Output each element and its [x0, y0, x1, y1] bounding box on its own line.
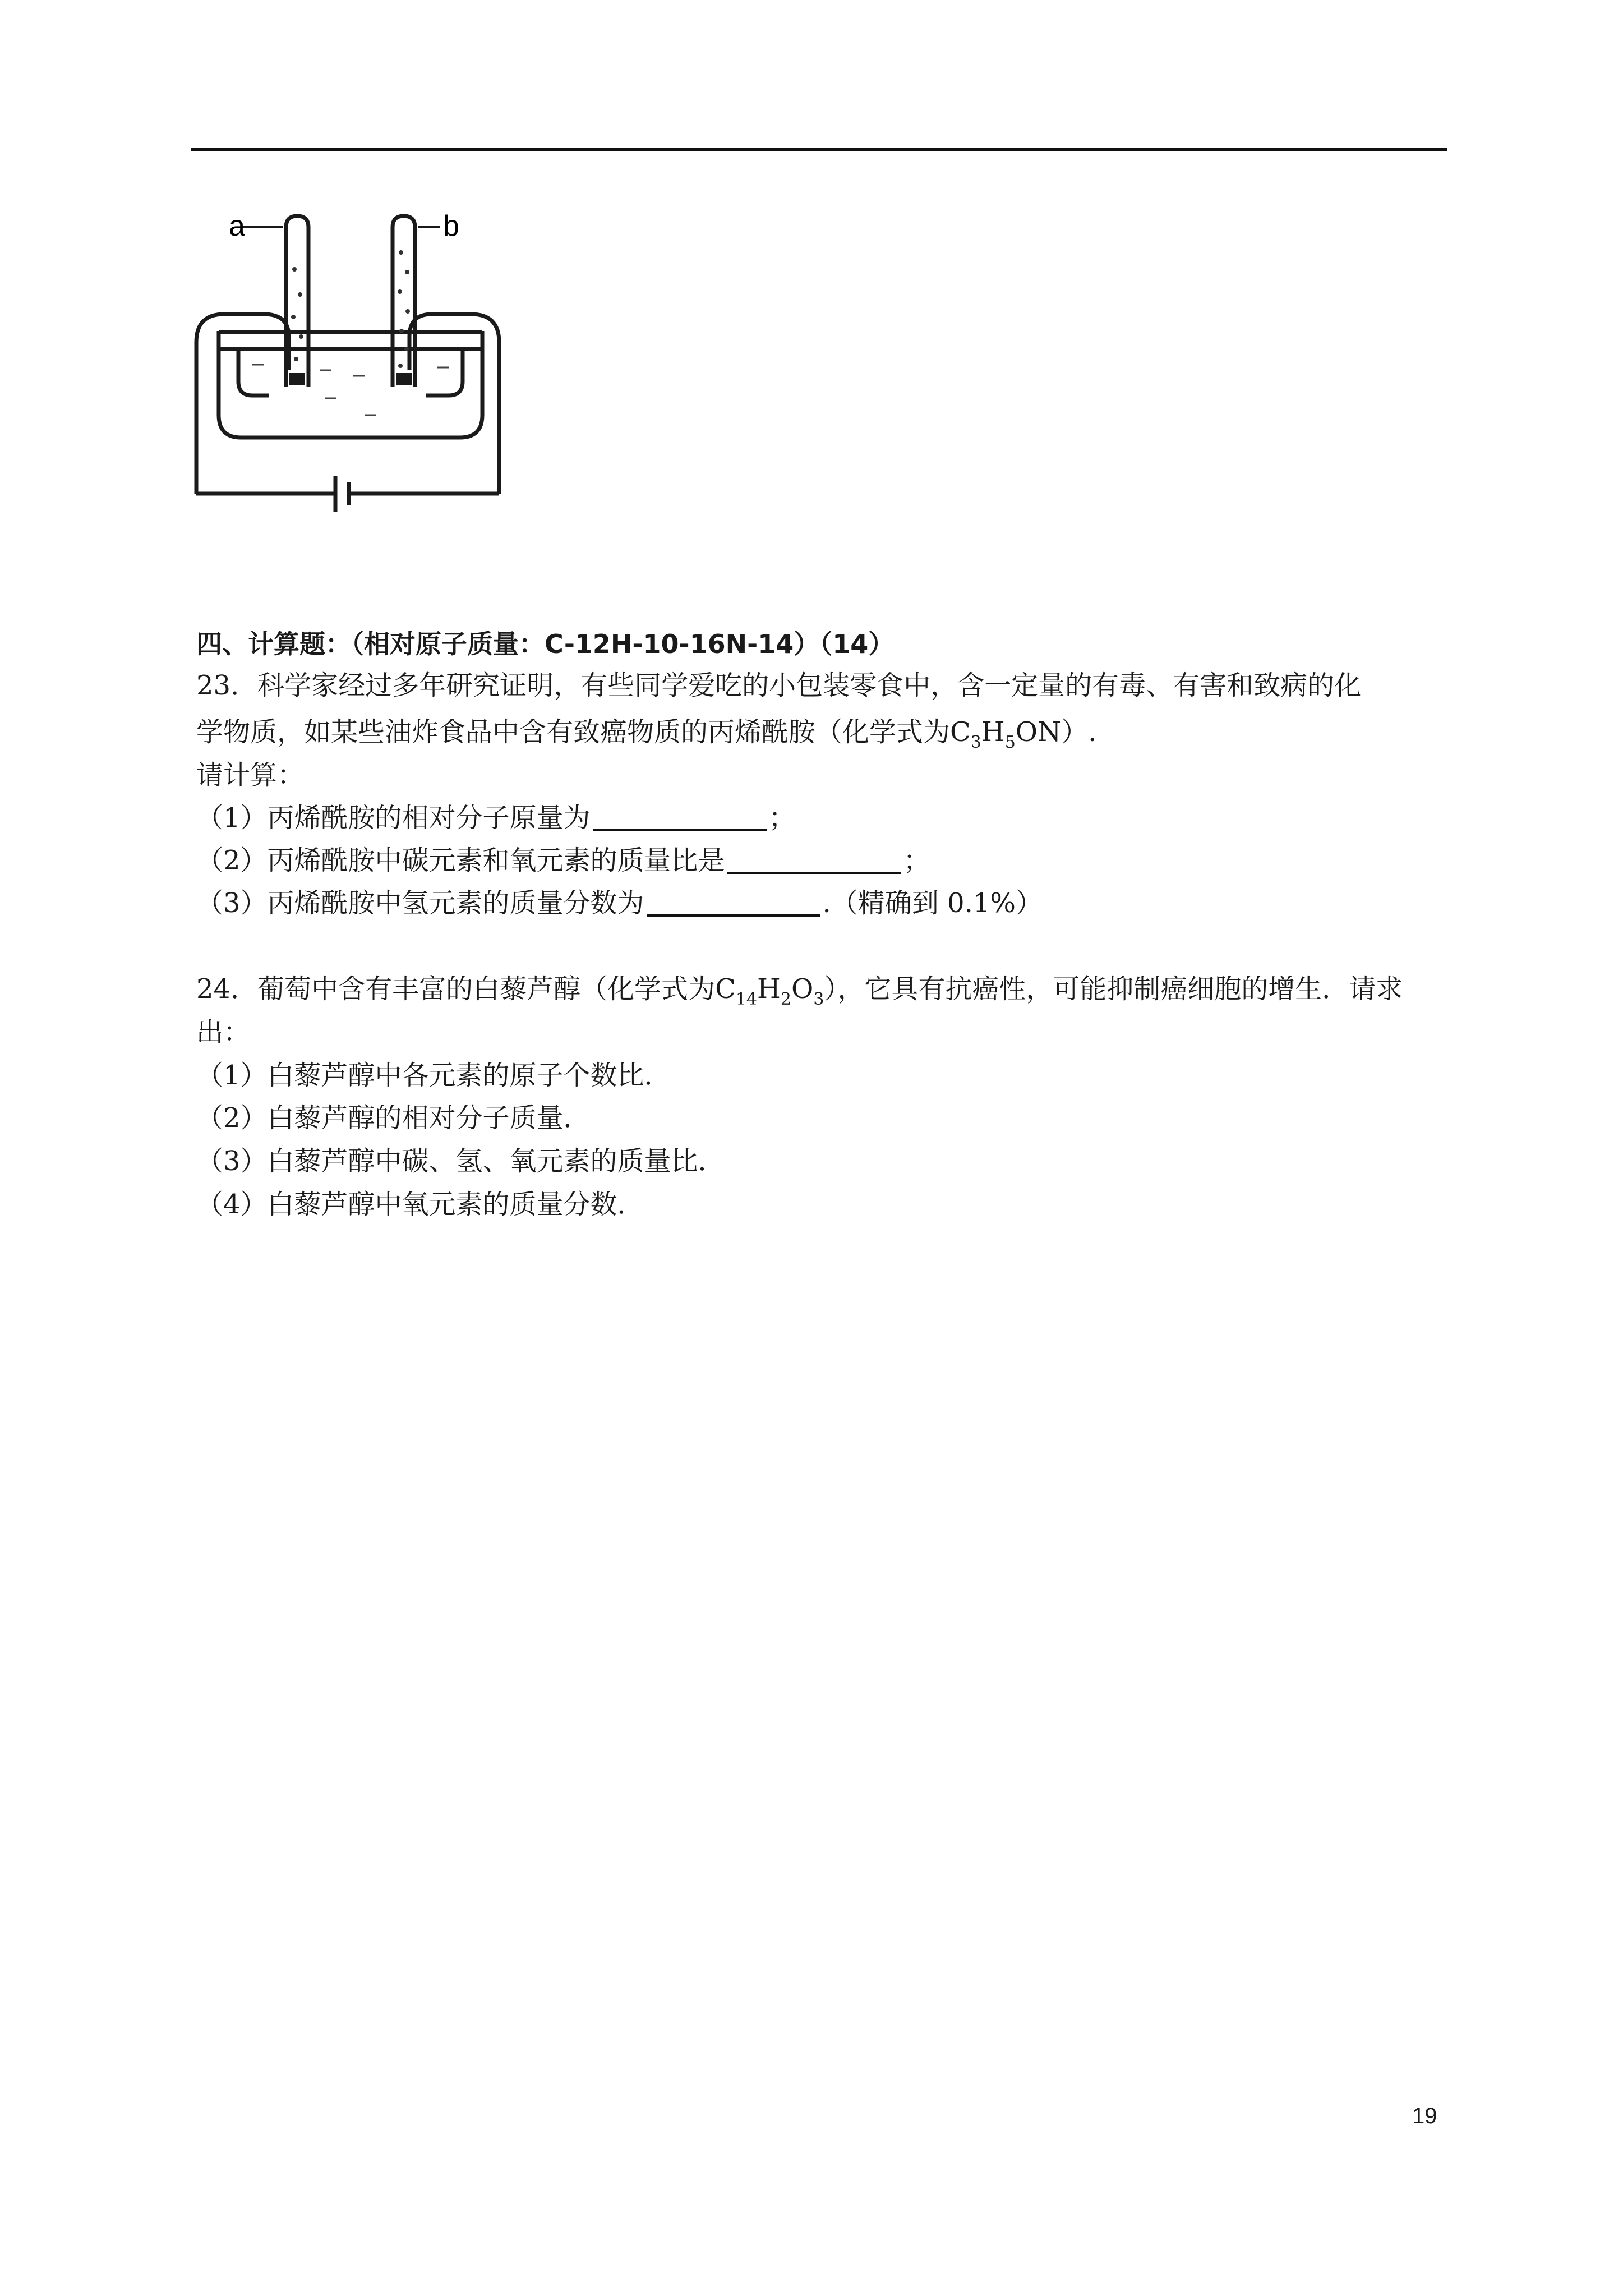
q23-formula: $C_3H_5ON$ [950, 716, 1062, 752]
q23-item3: （3）丙烯酰胺中氢元素的质量分数为 .（精确到 0.1%） [196, 887, 1043, 919]
q24-item1: （1）白藜芦醇中各元素的原子个数比． [196, 1060, 671, 1091]
q24-formula: $C_{14}H_2O_3$ [715, 973, 824, 1009]
q24-item3: （3）白藜芦醇中碳、氢、氧元素的质量比． [196, 1145, 725, 1177]
page-number: 19 [1412, 2104, 1437, 2128]
section-heading: 四、计算题：（相对原子质量：C-12H-10-16N-14）（14） [196, 629, 895, 659]
q24-item2: （2）白藜芦醇的相对分子质量． [196, 1102, 591, 1134]
tube-a-label: a [229, 210, 245, 242]
q23-line2: 学物质，如某些油炸食品中含有致癌物质的丙烯酰胺（化学式为$C_3H_5ON$）. [196, 716, 1097, 752]
q24-line2: 出： [196, 1016, 251, 1048]
header-rule [191, 148, 1447, 151]
q24-line1: 24．葡萄中含有丰富的白藜芦醇（化学式为$C_{14}H_2O_3$），它具有抗癌性，可能抑制癌细胞的增生．请求 [196, 973, 1403, 1009]
electrolysis-apparatus-figure [185, 202, 533, 539]
answer-blank[interactable] [727, 847, 901, 874]
answer-blank[interactable] [593, 804, 767, 831]
q23-prompt: 请计算： [196, 760, 305, 791]
answer-blank[interactable] [647, 890, 820, 917]
tube-b-label: b [443, 210, 459, 242]
q24-item4: （4）白藜芦醇中氧元素的质量分数． [196, 1189, 644, 1220]
q23-line1: 23．科学家经过多年研究证明，有些同学爱吃的小包装零食中，含一定量的有毒、有害和致病的化 [196, 670, 1362, 701]
q23-item2: （2）丙烯酰胺中碳元素和氧元素的质量比是 ； [196, 845, 930, 876]
q23-item1: （1）丙烯酰胺的相对分子原量为 ； [196, 802, 796, 834]
